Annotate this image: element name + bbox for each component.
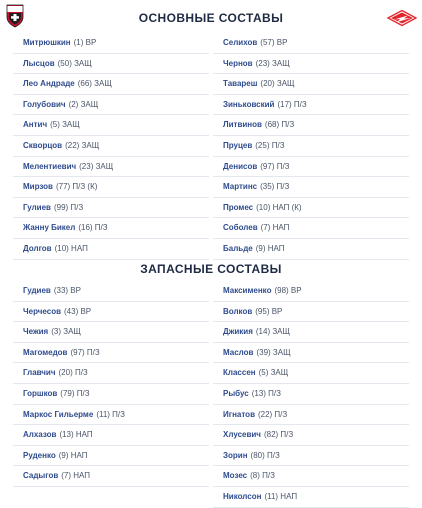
player-row[interactable]: [13, 363, 209, 384]
player-details: (22) ЗАЩ: [65, 140, 100, 150]
player-name: Рыбус: [223, 388, 249, 398]
player-details: (23) ЗАЩ: [79, 161, 114, 171]
player-details: (9) НАП: [255, 243, 285, 253]
player-name: Антич: [23, 120, 48, 130]
player-name: Селихов: [223, 38, 258, 47]
player-details: (25) П/З: [255, 140, 285, 150]
player-details: (8) П/З: [250, 471, 275, 481]
player-details: (14) ЗАЩ: [255, 327, 291, 337]
player-details: (13) П/З: [251, 388, 281, 398]
player-name: Садыгов: [23, 471, 59, 481]
player-details: (10) НАП (К): [256, 202, 302, 212]
player-details: (16) П/З: [78, 223, 108, 233]
player-name: Черчесов: [23, 306, 61, 316]
player-details: (57) ВР: [260, 38, 288, 47]
player-name: Скворцов: [23, 140, 63, 150]
player-name: Пруцев: [223, 140, 253, 150]
player-name: Джикия: [223, 327, 253, 337]
player-name: Промес: [223, 202, 254, 212]
player-details: (95) ВР: [255, 306, 283, 316]
player-row[interactable]: [13, 218, 209, 239]
player-details: (66) ЗАЩ: [77, 79, 112, 89]
player-row[interactable]: [213, 343, 409, 364]
player-details: (2) ЗАЩ: [68, 99, 99, 109]
player-row[interactable]: [13, 425, 209, 446]
away-team-logo-icon[interactable]: [386, 9, 418, 27]
player-row[interactable]: [13, 177, 209, 198]
away-starting-list: [213, 33, 409, 260]
player-name: Жанну Бикел: [23, 223, 76, 233]
player-name: Мирзов: [23, 182, 53, 192]
player-details: (10) НАП: [54, 243, 88, 253]
player-name: Мелентиевич: [23, 161, 77, 171]
substitutes-header: [0, 256, 422, 280]
player-row[interactable]: [13, 54, 209, 75]
player-name: Игнатов: [223, 409, 255, 419]
player-name: Классен: [223, 368, 256, 378]
player-details: (7) НАП: [61, 471, 91, 481]
player-name: Лысцов: [23, 58, 55, 68]
player-name: Мозес: [223, 471, 248, 481]
player-name: Николсон: [223, 491, 262, 501]
lineups-header: [0, 0, 422, 34]
player-row[interactable]: [213, 198, 409, 219]
player-row[interactable]: [213, 384, 409, 405]
player-name: Митрюшкин: [23, 38, 71, 47]
player-name: Магомедов: [23, 347, 68, 357]
player-row[interactable]: [213, 157, 409, 178]
player-row[interactable]: [13, 157, 209, 178]
player-row[interactable]: [213, 466, 409, 487]
player-row[interactable]: [13, 115, 209, 136]
player-row[interactable]: [213, 487, 409, 508]
player-details: (79) П/З: [60, 388, 90, 398]
player-row[interactable]: [13, 74, 209, 95]
player-name: Гудиев: [23, 286, 51, 295]
player-details: (50) ЗАЩ: [57, 58, 92, 68]
player-details: (35) П/З: [260, 182, 290, 192]
player-row[interactable]: [213, 54, 409, 75]
player-name: Тавареш: [223, 79, 258, 89]
player-row[interactable]: [213, 74, 409, 95]
player-name: Максименко: [223, 286, 272, 295]
player-details: (17) П/З: [277, 99, 307, 109]
player-name: Зорин: [223, 450, 248, 460]
player-details: (13) НАП: [59, 430, 93, 440]
player-row[interactable]: [13, 95, 209, 116]
player-row[interactable]: [213, 405, 409, 426]
player-details: (77) П/З (К): [55, 182, 98, 192]
player-name: Хлусевич: [223, 430, 261, 440]
player-name: Зиньковский: [223, 99, 275, 109]
player-name: Долгов: [23, 243, 52, 253]
player-details: (20) П/З: [58, 368, 88, 378]
player-row[interactable]: [13, 281, 209, 302]
player-name: Чернов: [223, 58, 253, 68]
player-name: Гулиев: [23, 202, 51, 212]
player-row[interactable]: [213, 363, 409, 384]
player-name: Мартинс: [223, 182, 258, 192]
player-row[interactable]: [13, 466, 209, 487]
player-row[interactable]: [13, 322, 209, 343]
player-row[interactable]: [13, 446, 209, 467]
player-name: Руденко: [23, 450, 56, 460]
player-details: (97) П/З: [260, 161, 290, 171]
player-row[interactable]: [213, 95, 409, 116]
player-row[interactable]: [13, 405, 209, 426]
starting-lineups-title: ОСНОВНЫЕ СОСТАВЫ: [138, 11, 284, 25]
player-details: (68) П/З: [264, 120, 295, 130]
player-details: (7) НАП: [260, 223, 290, 233]
player-details: (33) ВР: [53, 286, 81, 295]
player-details: (20) ЗАЩ: [260, 79, 295, 89]
player-details: (43) ВР: [64, 306, 92, 316]
substitutes-title: ЗАПАСНЫЕ СОСТАВЫ: [140, 262, 282, 276]
away-substitutes-list: [213, 281, 409, 508]
player-name: Маркос Гильерме: [23, 409, 94, 419]
player-name: Горшков: [23, 388, 58, 398]
player-name: Маслов: [223, 347, 254, 357]
player-details: (11) НАП: [264, 491, 298, 501]
player-name: Чежия: [23, 327, 49, 337]
player-details: (5) ЗАЩ: [258, 368, 289, 378]
player-name: Соболев: [223, 223, 258, 233]
player-details: (22) П/З: [257, 409, 288, 419]
player-row[interactable]: [213, 33, 409, 54]
player-row[interactable]: [213, 302, 409, 323]
player-details: (5) ЗАЩ: [50, 120, 80, 130]
player-details: (80) П/З: [250, 450, 280, 460]
player-row[interactable]: [213, 425, 409, 446]
player-details: (9) НАП: [58, 450, 88, 460]
player-name: Главчич: [23, 368, 56, 378]
player-row[interactable]: [213, 322, 409, 343]
player-details: (39) ЗАЩ: [256, 347, 291, 357]
home-starting-list: [13, 33, 209, 260]
player-row[interactable]: [13, 198, 209, 219]
player-name: Литвинов: [223, 120, 262, 130]
player-row[interactable]: [13, 302, 209, 323]
player-details: (98) ВР: [274, 286, 302, 295]
player-details: (1) ВР: [73, 38, 97, 47]
player-details: (82) П/З: [263, 430, 294, 440]
player-name: Бальде: [223, 243, 253, 253]
player-row[interactable]: [213, 177, 409, 198]
player-details: (23) ЗАЩ: [255, 58, 290, 68]
player-name: Волков: [223, 306, 253, 316]
player-row[interactable]: [13, 343, 209, 364]
player-row[interactable]: [213, 446, 409, 467]
player-details: (11) П/З: [96, 409, 125, 419]
player-name: Алхазов: [23, 430, 57, 440]
player-row[interactable]: [13, 136, 209, 157]
player-details: (99) П/З: [53, 202, 84, 212]
player-name: Голубович: [23, 99, 66, 109]
player-name: Денисов: [223, 161, 258, 171]
player-name: Лео Андраде: [23, 79, 75, 89]
home-substitutes-list: [13, 281, 209, 487]
player-row[interactable]: [213, 136, 409, 157]
player-row[interactable]: [213, 281, 409, 302]
player-row[interactable]: [213, 115, 409, 136]
player-row[interactable]: [213, 218, 409, 239]
player-details: (3) ЗАЩ: [51, 327, 81, 337]
player-row[interactable]: [13, 384, 209, 405]
player-details: (97) П/З: [70, 347, 100, 357]
player-row[interactable]: [13, 33, 209, 54]
